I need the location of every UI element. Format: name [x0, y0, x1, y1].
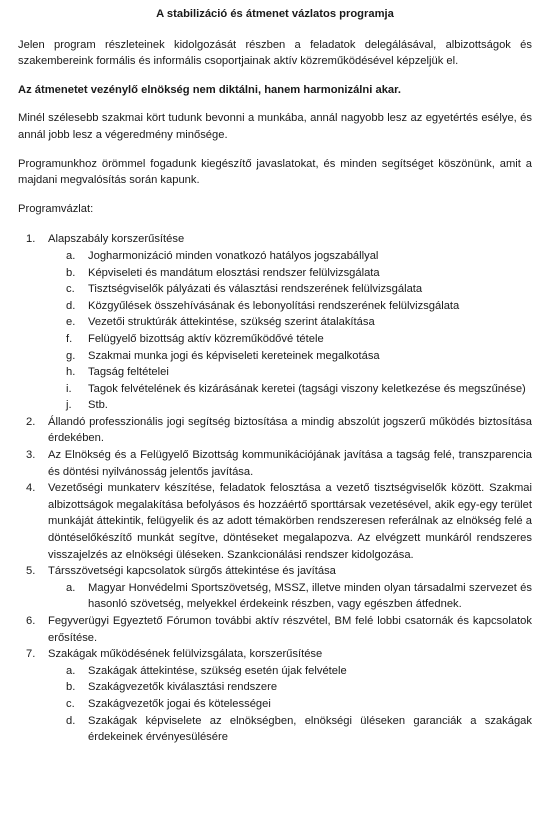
sub-list-item [48, 298, 532, 315]
sub-list-item [48, 580, 532, 613]
sub-list-item-letter: f. [66, 332, 73, 345]
sub-list-item-letter: i. [66, 382, 72, 395]
sub-list-item-text: Tisztségviselők pályázati és választási rendszerének felülvizsgálata [88, 283, 423, 296]
list-item-number: 3. [26, 449, 36, 462]
sub-list-item-text: Szakágak képviselete az elnökségben, elnökségi üléseken garanciák a szakágak érdekeinek érvényesülésére [88, 714, 532, 744]
intro-paragraph: Jelen program részleteinek kidolgozását részben a feladatok delegálásával, albizottságok és szakembereink formális és informális csoportjainak aktív közreműködésével képzeljük el. [18, 38, 532, 68]
sub-list-item-letter: b. [66, 681, 76, 694]
sub-list-item-letter: g. [66, 349, 76, 362]
list-item [18, 231, 532, 414]
list-item-number: 1. [26, 233, 36, 246]
sub-list-item [48, 364, 532, 381]
document-title: A stabilizáció és átmenet vázlatos programja [156, 8, 394, 20]
sub-list-item [48, 663, 532, 680]
list-item-number: 7. [26, 648, 36, 661]
list-item-text: Fegyverügyi Egyeztető Fórumon további aktív részvétel, BM felé lobbi csatornák és kapcsolatok erősítése. [48, 615, 532, 644]
list-item [18, 414, 532, 447]
list-item-number: 4. [26, 482, 36, 495]
sub-list-item-text: Képviseleti és mandátum elosztási rendszer felülvizsgálata [88, 266, 380, 279]
sub-list-item [48, 348, 532, 365]
list-item-number: 5. [26, 565, 36, 578]
sub-list-item [48, 265, 532, 282]
sub-list-item-letter: a. [66, 664, 76, 677]
sub-list [48, 580, 532, 613]
sub-list-item-text: Magyar Honvédelmi Sportszövetség, MSSZ, illetve minden olyan társadalmi szervezet és hasonló szövetség, melyekkel érdekeink részben, vagy egészben átfednek. [88, 581, 532, 611]
sub-list-item-letter: d. [66, 299, 76, 312]
sub-list-item-text: Szakmai munka jogi és képviseleti kereteinek megalkotása [88, 349, 380, 362]
sub-list [48, 663, 532, 746]
program-list [18, 231, 532, 745]
motto-paragraph: Az átmenetet vezénylő elnökség nem diktálni, hanem harmonizálni akar. [18, 83, 401, 96]
list-item-text: Vezetőségi munkaterv készítése, feladatok felosztása a vezető tisztségviselők között. Szakmai albizottságok megalakítása befolyásos és hozzáértő sporttársak vezetésével, akik egy-egy terület munkáját áttekintik, felügyelik és az adott témakörben rendszeresen referálnak az elnökség felé a döntéselőkészítő munkát segítve, döntéseket megalapozva. Az elvégzett munkáról rendszeres visszajelzés az elnökségi üléseken. Szankcionálási rendszer kidolgozása. [48, 482, 532, 561]
sub-list-item-text: Stb. [88, 399, 108, 412]
sub-list-item-text: Jogharmonizáció minden vonatkozó hatályos jogszabállyal [88, 249, 379, 262]
sub-list-item-letter: e. [66, 316, 76, 329]
paragraph-3: Programunkhoz örömmel fogadunk kiegészítő javaslatokat, és minden segítséget köszönünk, amit a majdani megvalósítás során kapunk. [18, 157, 532, 187]
sub-list-item [48, 679, 532, 696]
list-item [18, 646, 532, 746]
list-item-text: Szakágak működésének felülvizsgálata, korszerűsítése [48, 648, 323, 661]
sub-list-item [48, 696, 532, 713]
paragraph-2: Minél szélesebb szakmai kört tudunk bevonni a munkába, annál nagyobb lesz az egyetértés esélye, és annál jobb lesz a végeredmény minősége. [18, 112, 532, 141]
list-item [18, 563, 532, 613]
list-item-number: 6. [26, 615, 36, 627]
list-item-number: 2. [26, 415, 36, 428]
sub-list-item-letter: c. [66, 283, 75, 296]
sub-list [48, 248, 532, 414]
sub-list-item-letter: d. [66, 714, 76, 727]
sub-list-item [48, 314, 532, 331]
list-item [18, 447, 532, 480]
sub-list-item-text: Tagok felvételének és kizárásának keretei (tagsági viszony keletkezése és megszűnése) [88, 382, 526, 395]
sub-list-item-text: Vezetői struktúrák áttekintése, szükség szerint átalakítása [88, 316, 375, 329]
sub-list-item-letter: a. [66, 249, 76, 262]
sub-list-item-text: Szakágak áttekintése, szükség esetén újak felvétele [88, 664, 347, 677]
sub-list-item [48, 397, 532, 414]
list-item-text: Állandó professzionális jogi segítség biztosítása a mindig abszolút jogszerű működés biztosítása érdekében. [48, 415, 532, 445]
list-item-text: Társszövetségi kapcsolatok sürgős áttekintése és javítása [48, 565, 336, 578]
sub-list-item-text: Felügyelő bizottság aktív közreműködővé tétele [88, 332, 324, 345]
sub-list-item-text: Szakágvezetők kiválasztási rendszere [88, 681, 278, 694]
list-item-text: Alapszabály korszerűsítése [48, 233, 185, 246]
sub-list-item-text: Szakágvezetők jogai és kötelességei [88, 697, 271, 710]
sub-list-item-letter: a. [66, 581, 76, 594]
list-item-text: Az Elnökség és a Felügyelő Bizottság kommunikációjának javítása a tagság felé, transzparencia és döntési nyilvánosság jelentős javítása. [48, 449, 532, 478]
sub-list-item [48, 248, 532, 265]
sub-list-item [48, 331, 532, 348]
sub-list-item-letter: c. [66, 697, 75, 710]
sub-list-item [48, 713, 532, 746]
sub-list-item-letter: j. [66, 399, 72, 412]
sub-list-item-text: Tagság feltételei [88, 366, 169, 379]
sub-list-item [48, 281, 532, 298]
list-heading: Programvázlat: [18, 202, 94, 215]
sub-list-item [48, 381, 532, 398]
list-item [18, 613, 532, 646]
list-item [18, 480, 532, 563]
sub-list-item-letter: h. [66, 366, 76, 379]
sub-list-item-letter: b. [66, 266, 76, 279]
sub-list-item-text: Közgyűlések összehívásának és lebonyolítási rendszerének felülvizsgálata [88, 299, 460, 312]
